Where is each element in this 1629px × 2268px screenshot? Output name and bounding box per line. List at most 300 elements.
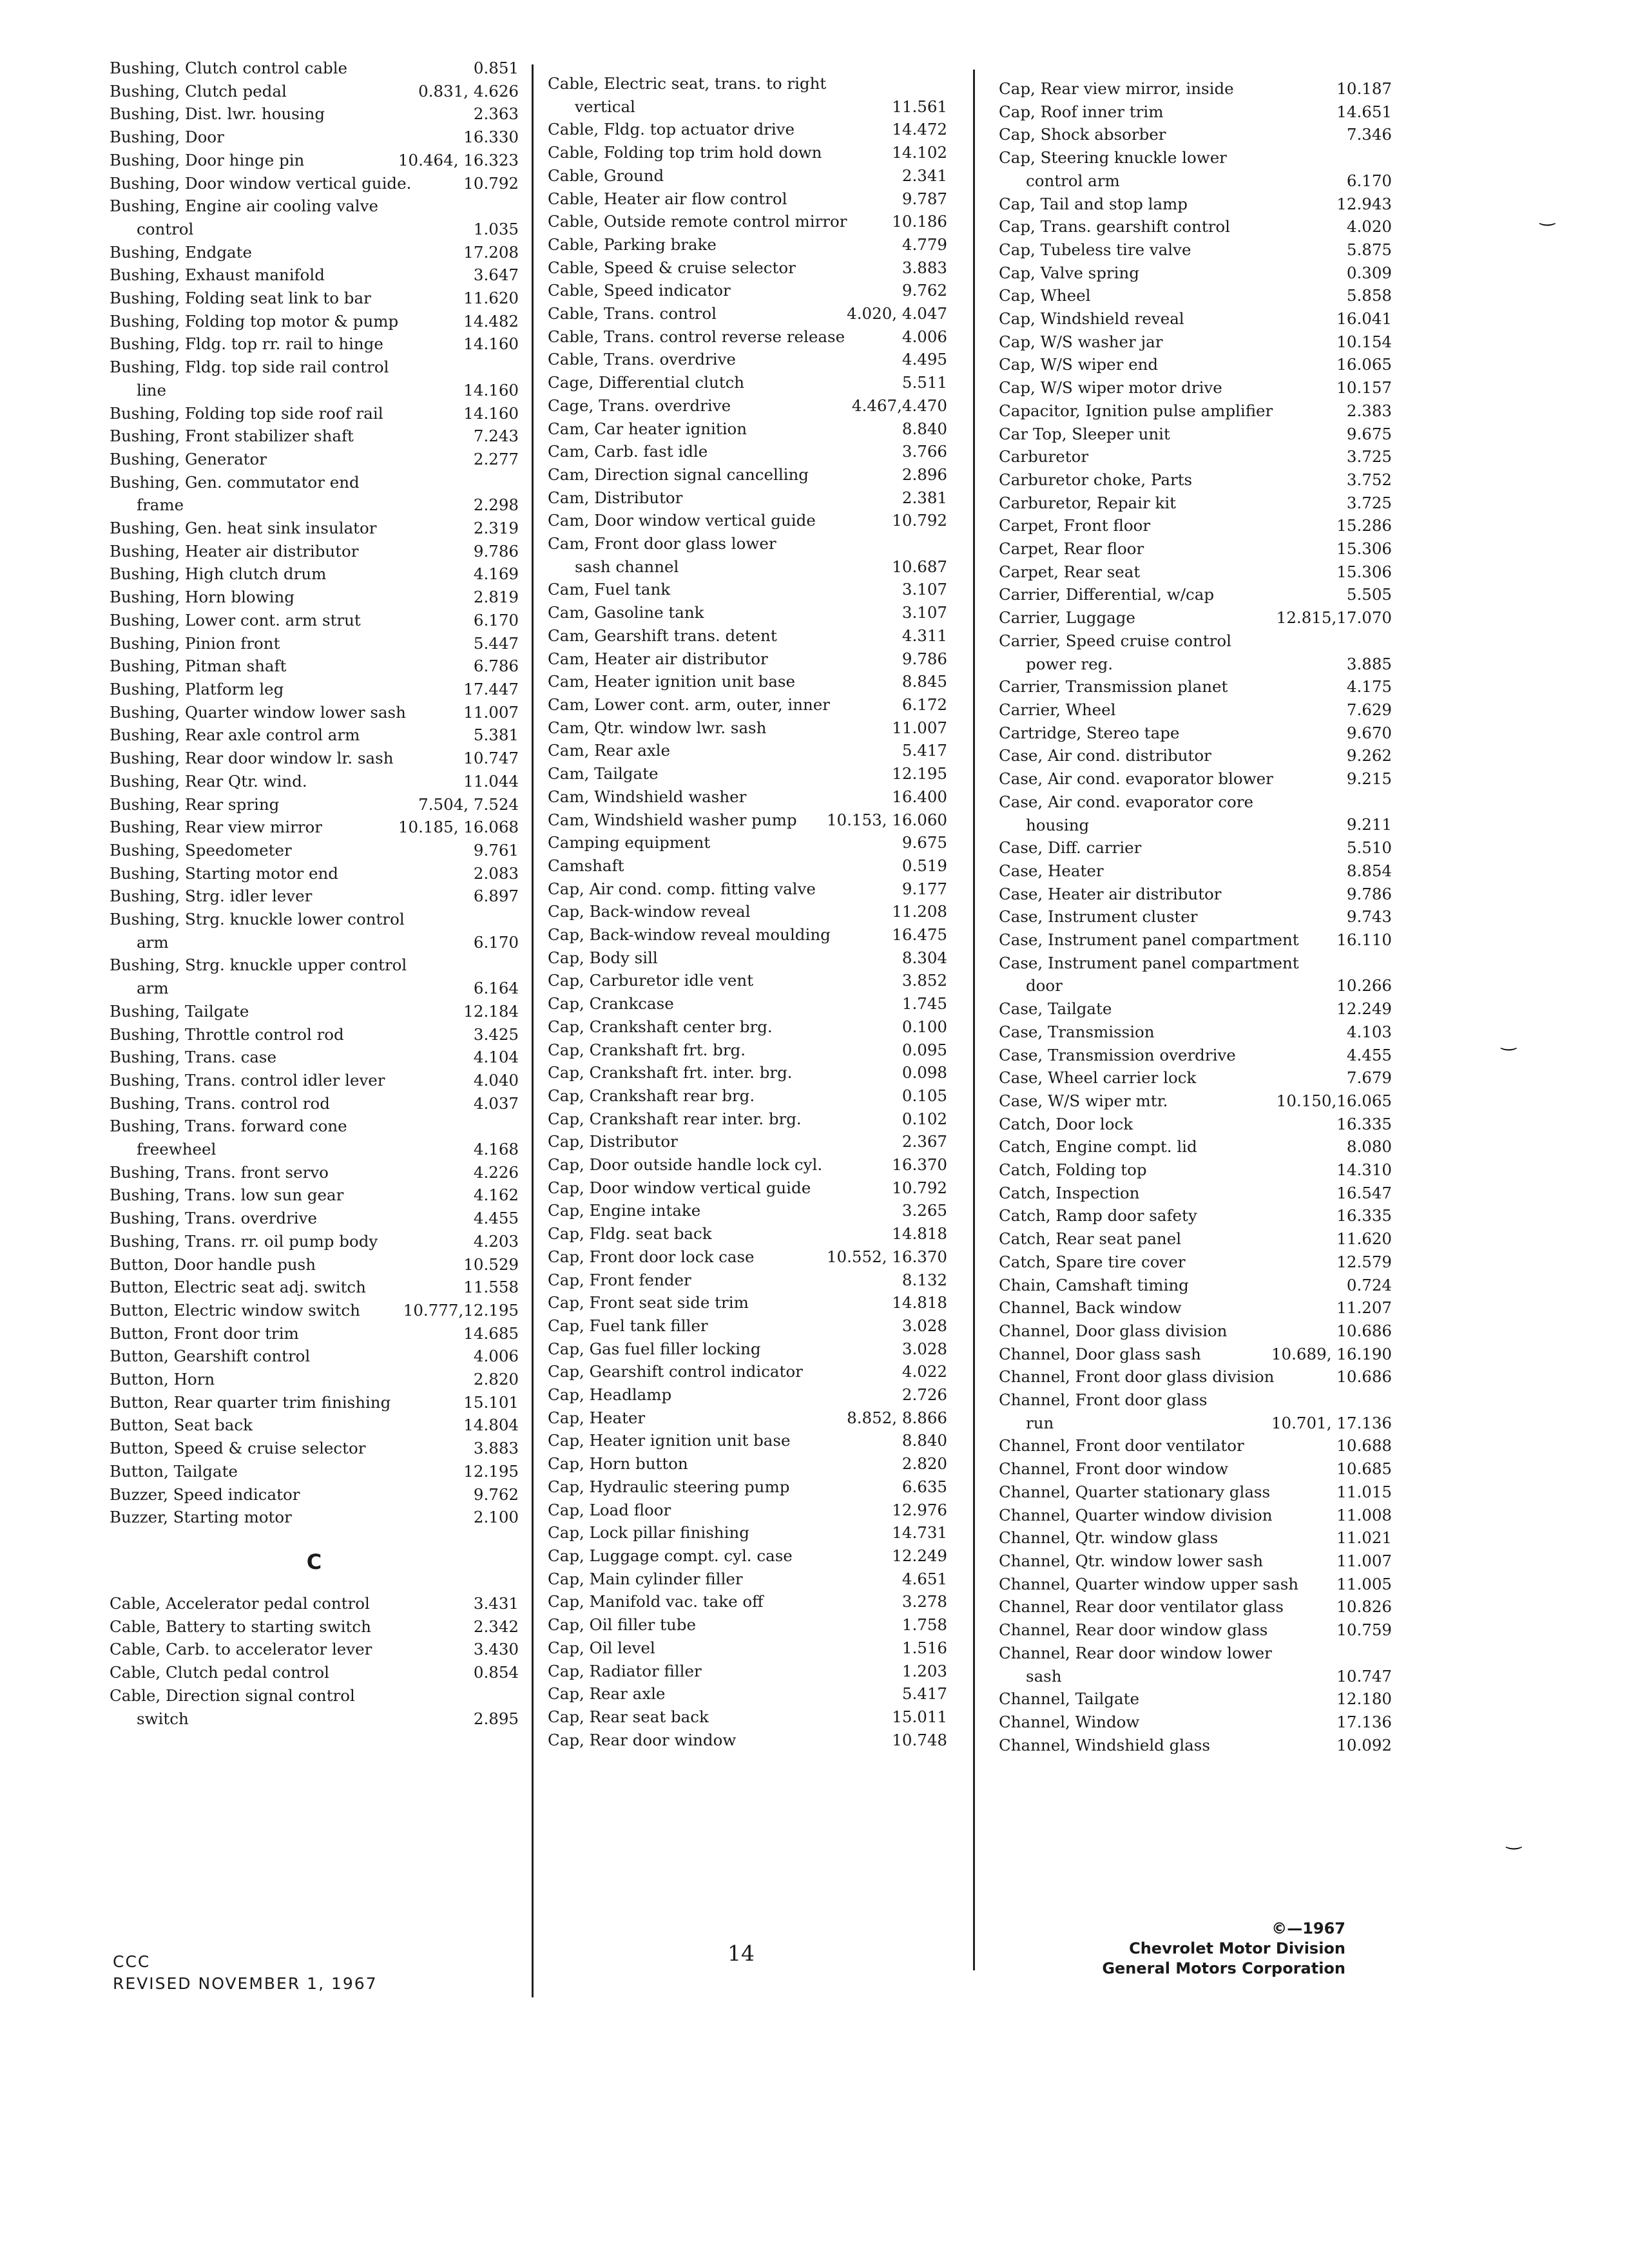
- entry-part-name: Button, Seat back: [110, 1416, 253, 1435]
- entry-part-name: Bushing, Heater air distributor: [110, 541, 359, 561]
- entry-group-number: 8.080: [1346, 1137, 1392, 1157]
- index-entry: [548, 348, 947, 371]
- entry-group-number: 17.208: [463, 242, 519, 262]
- entry-group-number: 12.976: [892, 1500, 947, 1519]
- entry-part-name: Cap, Back-window reveal moulding: [548, 925, 831, 945]
- entry-group-number: 3.430: [473, 1640, 519, 1659]
- publisher-division: Chevrolet Motor Division: [1129, 1939, 1345, 1957]
- index-entry: [999, 836, 1392, 860]
- entry-group-number: 5.875: [1346, 240, 1392, 259]
- entry-group-number: 16.335: [1336, 1206, 1392, 1225]
- index-entry: [548, 1499, 947, 1522]
- entry-group-number: 9.743: [1346, 907, 1392, 927]
- entry-group-number: 9.262: [1346, 746, 1392, 765]
- entry-part-name: Bushing, Gen. commutator end: [110, 472, 360, 492]
- index-entry: [548, 1153, 947, 1177]
- index-entry: [999, 722, 1392, 745]
- index-entry: [999, 561, 1392, 584]
- index-entry: [110, 356, 519, 401]
- index-entry: [548, 1568, 947, 1591]
- entry-group-number: 10.826: [1336, 1597, 1392, 1617]
- index-entry: [999, 1504, 1392, 1527]
- entry-part-name: Channel, Quarter window upper sash: [999, 1574, 1299, 1593]
- entry-part-name: Bushing, Front stabilizer shaft: [110, 427, 354, 446]
- index-entry: [110, 310, 519, 333]
- entry-part-name: Channel, Rear door window glass: [999, 1620, 1268, 1640]
- entry-part-name: Carrier, Transmission planet: [999, 677, 1228, 697]
- entry-list: [110, 1592, 519, 1730]
- entry-part-name: Bushing, Quarter window lower sash: [110, 702, 406, 722]
- entry-group-number: 6.164: [473, 979, 519, 998]
- entry-part-name: Bushing, Horn blowing: [110, 588, 294, 607]
- entry-part-name: Bushing, Folding top motor & pump: [110, 311, 399, 331]
- entry-group-number: 11.561: [892, 97, 947, 116]
- index-entry: [110, 172, 519, 195]
- index-entry: [110, 885, 519, 908]
- entry-group-number: 5.417: [901, 1684, 947, 1704]
- entry-group-number: 14.685: [463, 1323, 519, 1343]
- index-entry: [999, 1365, 1392, 1389]
- entry-group-number: 11.021: [1336, 1528, 1392, 1548]
- entry-part-name: Cap, Front fender: [548, 1270, 691, 1289]
- entry-part-name: Bushing, Door: [110, 128, 224, 147]
- entry-group-number: 12.579: [1336, 1252, 1392, 1271]
- index-entry: [548, 648, 947, 671]
- index-entry: [110, 102, 519, 126]
- index-entry: [999, 423, 1392, 446]
- index-entry: [548, 1314, 947, 1338]
- entry-part-name: Channel, Back window: [999, 1298, 1182, 1318]
- entry-group-number: 2.895: [473, 1709, 519, 1728]
- entry-part-name: Cap, Crankshaft frt. brg.: [548, 1040, 746, 1059]
- entry-group-number: 14.160: [463, 403, 519, 423]
- entry-group-number: 0.724: [1346, 1275, 1392, 1294]
- index-entry: [548, 1544, 947, 1568]
- index-entry: [548, 947, 947, 970]
- index-entry: [110, 1184, 519, 1207]
- entry-group-number: 10.529: [463, 1254, 519, 1274]
- entry-part-name: Bushing, Strg. knuckle lower control: [110, 910, 405, 929]
- entry-group-number: 2.298: [473, 495, 519, 515]
- entry-part-name: Case, Instrument panel compartment: [999, 930, 1299, 950]
- entry-group-number: 4.020: [1346, 217, 1392, 236]
- index-entry: [999, 284, 1392, 307]
- index-entry: [999, 77, 1392, 101]
- section-letter: C: [306, 1550, 322, 1574]
- index-entry: [110, 1253, 519, 1276]
- entry-part-name: Channel, Rear door ventilator glass: [999, 1597, 1284, 1617]
- entry-group-number: 8.852, 8.866: [847, 1408, 947, 1427]
- index-entry: [999, 215, 1392, 238]
- entry-part-name: Cap, Radiator filler: [548, 1661, 702, 1680]
- entry-part-name-continued: vertical: [575, 97, 635, 116]
- entry-part-name: Cap, Trans. gearshift control: [999, 217, 1230, 236]
- entry-part-name: Cap, Rear door window: [548, 1730, 737, 1749]
- entry-part-name: Bushing, Fldg. top side rail control: [110, 358, 389, 377]
- entry-group-number: 6.170: [473, 932, 519, 952]
- entry-part-name-continued: arm: [137, 979, 169, 998]
- footer-code: CCC: [113, 1952, 151, 1971]
- index-entry: [110, 1000, 519, 1023]
- entry-group-number: 15.101: [463, 1392, 519, 1412]
- entry-group-number: 12.815,17.070: [1276, 608, 1392, 628]
- entry-part-name-continued: sash: [1026, 1666, 1062, 1686]
- entry-part-name: Cam, Heater ignition unit base: [548, 672, 795, 691]
- index-entry: [110, 1483, 519, 1506]
- index-entry: [548, 1360, 947, 1383]
- entry-part-name: Channel, Door glass sash: [999, 1344, 1201, 1363]
- entry-group-number: 0.854: [473, 1663, 519, 1682]
- entry-part-name: Cam, Direction signal cancelling: [548, 465, 809, 484]
- entry-part-name-continued: freewheel: [137, 1140, 217, 1159]
- entry-group-number: 11.558: [463, 1278, 519, 1297]
- entry-part-name: Case, Heater air distributor: [999, 884, 1222, 903]
- entry-part-name-continued: arm: [137, 932, 169, 952]
- entry-group-number: 7.504, 7.524: [418, 794, 519, 814]
- index-entry: [110, 747, 519, 770]
- entry-part-name: Cable, Battery to starting switch: [110, 1617, 371, 1636]
- entry-part-name: Bushing, Fldg. top rr. rail to hinge: [110, 334, 383, 354]
- index-entry: [548, 578, 947, 601]
- footer-revised-date: REVISED NOVEMBER 1, 1967: [113, 1974, 378, 1993]
- entry-group-number: 5.510: [1346, 838, 1392, 858]
- margin-mark: ‿: [1540, 205, 1555, 226]
- entry-group-number: 1.203: [901, 1661, 947, 1680]
- entry-group-number: 6.170: [1346, 171, 1392, 190]
- index-entry: [999, 1389, 1392, 1434]
- entry-part-name: Bushing, Throttle control rod: [110, 1024, 344, 1044]
- entry-group-number: 4.040: [473, 1070, 519, 1090]
- entry-group-number: 3.766: [901, 442, 947, 461]
- entry-part-name: Bushing, Generator: [110, 449, 267, 468]
- index-entry: [548, 1061, 947, 1084]
- entry-group-number: 3.725: [1346, 447, 1392, 466]
- entry-part-name: Cable, Fldg. top actuator drive: [548, 120, 795, 139]
- entry-group-number: 14.731: [892, 1523, 947, 1542]
- index-entry: [548, 1245, 947, 1269]
- publisher-corporation: General Motors Corporation: [1102, 1959, 1345, 1977]
- entry-group-number: 0.519: [901, 856, 947, 875]
- index-entry: [548, 1269, 947, 1292]
- entry-group-number: 3.028: [901, 1316, 947, 1335]
- entry-group-number: 3.647: [473, 265, 519, 285]
- entry-group-number: 3.725: [1346, 493, 1392, 512]
- entry-part-name: Cap, Rear seat back: [548, 1707, 709, 1726]
- entry-part-name: Cam, Front door glass lower: [548, 534, 776, 553]
- entry-part-name: Case, Instrument cluster: [999, 907, 1198, 927]
- index-entry: [110, 1299, 519, 1322]
- index-entry: [548, 371, 947, 394]
- entry-part-name: Bushing, Folding top side roof rail: [110, 403, 383, 423]
- entry-group-number: 7.679: [1346, 1068, 1392, 1088]
- entry-group-number: 10.686: [1336, 1367, 1392, 1387]
- index-entry: [110, 1161, 519, 1184]
- entry-part-name: Case, Air cond. distributor: [999, 746, 1211, 765]
- index-entry: [999, 997, 1392, 1021]
- entry-group-number: 10.150,16.065: [1276, 1091, 1392, 1110]
- entry-part-name: Carpet, Front floor: [999, 516, 1151, 535]
- index-entry: [548, 463, 947, 486]
- index-entry: [110, 908, 519, 954]
- entry-group-number: 6.897: [473, 887, 519, 906]
- index-entry: [110, 1368, 519, 1391]
- entry-part-name: Cable, Trans. overdrive: [548, 350, 736, 369]
- footer-publisher: [1102, 1919, 1345, 1979]
- entry-part-name: Button, Tailgate: [110, 1461, 238, 1481]
- entry-part-name: Bushing, Trans. overdrive: [110, 1209, 317, 1228]
- entry-group-number: 10.688: [1336, 1436, 1392, 1456]
- entry-group-number: 11.008: [1336, 1505, 1392, 1524]
- index-entry: [110, 1092, 519, 1115]
- entry-part-name: Bushing, Door hinge pin: [110, 150, 305, 169]
- entry-group-number: 9.762: [901, 281, 947, 300]
- index-entry: [548, 854, 947, 878]
- entry-group-number: 14.160: [463, 380, 519, 399]
- entry-part-name: Camping equipment: [548, 833, 711, 852]
- entry-group-number: 2.820: [473, 1370, 519, 1389]
- index-entry: [548, 785, 947, 809]
- entry-group-number: 1.516: [901, 1638, 947, 1657]
- index-entry: [999, 1642, 1392, 1687]
- index-entry: [999, 583, 1392, 606]
- index-entry: [548, 233, 947, 256]
- entry-part-name: Button, Electric window switch: [110, 1300, 360, 1320]
- entry-group-number: 16.475: [892, 925, 947, 945]
- entry-part-name: Bushing, Speedometer: [110, 840, 292, 860]
- margin-mark: ‿: [1501, 1030, 1516, 1051]
- index-entry: [548, 1706, 947, 1729]
- entry-group-number: 12.943: [1336, 194, 1392, 213]
- index-column-2: [548, 72, 947, 1751]
- index-entry: [999, 698, 1392, 722]
- entry-group-number: 3.883: [901, 258, 947, 277]
- entry-part-name: Cage, Differential clutch: [548, 373, 745, 392]
- index-entry: [548, 831, 947, 854]
- entry-group-number: 4.175: [1346, 677, 1392, 697]
- index-entry: [999, 1158, 1392, 1182]
- entry-group-number: 4.168: [473, 1140, 519, 1159]
- index-entry: [999, 928, 1392, 952]
- index-entry: [999, 1595, 1392, 1619]
- entry-group-number: 12.184: [463, 1001, 519, 1021]
- entry-part-name: Case, Tailgate: [999, 999, 1112, 1019]
- entry-group-number: 4.169: [473, 564, 519, 584]
- index-entry: [548, 72, 947, 118]
- entry-part-name: Channel, Qtr. window lower sash: [999, 1552, 1263, 1570]
- entry-group-number: 10.685: [1336, 1459, 1392, 1479]
- index-entry: [548, 878, 947, 901]
- entry-part-name: Bushing, Pinion front: [110, 633, 280, 653]
- entry-part-name: Cap, Air cond. comp. fitting valve: [548, 879, 816, 898]
- index-entry: [110, 1661, 519, 1684]
- index-entry: [999, 1227, 1392, 1251]
- index-entry: [110, 332, 519, 356]
- index-entry: [999, 1204, 1392, 1227]
- index-entry: [999, 146, 1392, 192]
- index-entry: [548, 210, 947, 233]
- entry-part-name: Cable, Electric seat, trans. to right: [548, 74, 827, 93]
- entry-list: [548, 72, 947, 1751]
- entry-group-number: 3.752: [1346, 470, 1392, 489]
- entry-part-name: Button, Horn: [110, 1370, 215, 1389]
- entry-part-name: Bushing, Door window vertical guide.: [110, 173, 412, 193]
- entry-part-name-continued: switch: [137, 1709, 189, 1728]
- entry-group-number: 10.185, 16.068: [398, 818, 519, 837]
- entry-group-number: 2.341: [901, 166, 947, 185]
- index-entry: [110, 862, 519, 885]
- entry-group-number: 10.092: [1336, 1735, 1392, 1754]
- entry-group-number: 16.110: [1336, 930, 1392, 950]
- entry-part-name: Cable, Clutch pedal control: [110, 1663, 329, 1682]
- index-entry: [999, 1274, 1392, 1297]
- column-divider: [973, 70, 975, 1970]
- entry-group-number: 14.818: [892, 1293, 947, 1312]
- index-entry: [110, 655, 519, 678]
- index-entry: [110, 1276, 519, 1299]
- entry-part-name: Case, Heater: [999, 861, 1104, 880]
- entry-part-name: Cable, Parking brake: [548, 235, 717, 254]
- index-entry: [999, 1481, 1392, 1504]
- entry-part-name: Cap, Hydraulic steering pump: [548, 1477, 790, 1496]
- index-entry: [110, 1437, 519, 1460]
- entry-group-number: 0.309: [1346, 263, 1392, 282]
- entry-group-number: 10.687: [892, 557, 947, 576]
- entry-group-number: 16.330: [463, 128, 519, 147]
- entry-group-number: 14.310: [1336, 1160, 1392, 1180]
- entry-group-number: 17.447: [463, 679, 519, 698]
- entry-part-name: Cap, Rear view mirror, inside: [999, 79, 1234, 98]
- entry-group-number: 14.804: [463, 1416, 519, 1435]
- index-entry: [548, 716, 947, 740]
- entry-group-number: 11.207: [1336, 1298, 1392, 1318]
- entry-part-name: Cable, Ground: [548, 166, 664, 185]
- entry-group-number: 8.845: [901, 672, 947, 691]
- index-entry: [548, 1199, 947, 1222]
- entry-part-name: Button, Rear quarter trim finishing: [110, 1392, 391, 1412]
- index-entry: [548, 440, 947, 463]
- entry-part-name: Cap, Steering knuckle lower: [999, 148, 1227, 168]
- index-entry: [999, 1182, 1392, 1205]
- entry-group-number: 14.482: [463, 311, 519, 331]
- entry-group-number: 10.266: [1336, 976, 1392, 995]
- entry-group-number: 10.154: [1336, 332, 1392, 351]
- entry-group-number: 0.095: [901, 1040, 947, 1059]
- entry-part-name: Bushing, Rear Qtr. wind.: [110, 771, 307, 791]
- entry-group-number: 10.186: [892, 212, 947, 231]
- entry-part-name: Cap, W/S washer jar: [999, 332, 1163, 351]
- entry-group-number: 16.065: [1336, 355, 1392, 374]
- entry-group-number: 5.505: [1346, 585, 1392, 604]
- entry-part-name: Cam, Car heater ignition: [548, 419, 747, 438]
- entry-group-number: 2.319: [473, 519, 519, 538]
- entry-part-name: Button, Front door trim: [110, 1323, 299, 1343]
- index-entry: [999, 1021, 1392, 1044]
- entry-part-name: Catch, Door lock: [999, 1114, 1133, 1133]
- entry-group-number: 15.306: [1336, 562, 1392, 581]
- entry-part-name: Bushing, Lower cont. arm strut: [110, 610, 361, 629]
- entry-part-name: Bushing, Gen. heat sink insulator: [110, 519, 377, 538]
- index-entry: [548, 302, 947, 325]
- index-entry: [110, 954, 519, 999]
- index-entry: [110, 402, 519, 425]
- entry-group-number: 4.311: [901, 626, 947, 645]
- entry-part-name: Channel, Front door glass: [999, 1390, 1208, 1410]
- entry-part-name: Catch, Spare tire cover: [999, 1252, 1186, 1271]
- entry-part-name: Cam, Fuel tank: [548, 580, 671, 599]
- entry-part-name: Cap, Crankcase: [548, 994, 674, 1014]
- entry-part-name: Buzzer, Starting motor: [110, 1508, 292, 1527]
- entry-group-number: 4.020, 4.047: [847, 304, 947, 323]
- entry-group-number: 9.786: [473, 541, 519, 561]
- entry-part-name: Catch, Ramp door safety: [999, 1206, 1197, 1225]
- entry-part-name: Cap, Windshield reveal: [999, 309, 1184, 329]
- index-entry: [110, 793, 519, 816]
- index-entry: [548, 969, 947, 992]
- entry-group-number: 11.005: [1336, 1574, 1392, 1593]
- index-entry: [110, 1345, 519, 1368]
- index-entry: [548, 418, 947, 441]
- entry-part-name: Cam, Qtr. window lwr. sash: [548, 718, 767, 737]
- index-entry: [999, 1066, 1392, 1090]
- index-entry: [548, 762, 947, 785]
- entry-part-name: Cap, Gearshift control indicator: [548, 1362, 803, 1381]
- entry-part-name: Bushing, Trans. low sun gear: [110, 1186, 344, 1205]
- entry-group-number: 2.820: [901, 1454, 947, 1474]
- entry-group-number: 10.157: [1336, 378, 1392, 398]
- index-entry: [110, 724, 519, 747]
- index-entry: [999, 1135, 1392, 1158]
- entry-part-name: Case, W/S wiper mtr.: [999, 1091, 1168, 1110]
- index-entry: [110, 149, 519, 172]
- column-divider: [532, 64, 534, 1997]
- entry-part-name: Cage, Trans. overdrive: [548, 396, 731, 415]
- index-entry: [999, 1113, 1392, 1136]
- entry-part-name: Cam, Lower cont. arm, outer, inner: [548, 695, 831, 714]
- entry-part-name: Bushing, Trans. control idler lever: [110, 1070, 385, 1090]
- entry-part-name: Case, Diff. carrier: [999, 838, 1142, 858]
- index-entry: [110, 264, 519, 287]
- entry-part-name: Bushing, Exhaust manifold: [110, 265, 325, 285]
- entry-group-number: 3.028: [901, 1339, 947, 1358]
- index-entry: [999, 331, 1392, 354]
- entry-part-name: Cam, Heater air distributor: [548, 649, 768, 668]
- index-entry: [999, 1711, 1392, 1734]
- entry-group-number: 5.381: [473, 726, 519, 745]
- entry-part-name: Carrier, Speed cruise control: [999, 631, 1231, 650]
- index-entry: [999, 1550, 1392, 1573]
- index-entry: [548, 1291, 947, 1314]
- entry-part-name: Cap, Main cylinder filler: [548, 1569, 743, 1588]
- index-entry: [999, 860, 1392, 883]
- entry-part-name: Camshaft: [548, 856, 624, 875]
- entry-group-number: 11.007: [892, 718, 947, 737]
- entry-part-name: Cam, Rear axle: [548, 741, 670, 760]
- entry-group-number: 2.367: [901, 1132, 947, 1151]
- entry-part-name-continued: door: [1026, 976, 1063, 995]
- entry-part-name: Cable, Trans. control reverse release: [548, 327, 845, 346]
- entry-part-name: Catch, Rear seat panel: [999, 1229, 1182, 1249]
- entry-part-name: Channel, Window: [999, 1712, 1140, 1731]
- entry-part-name: Channel, Rear door window lower: [999, 1643, 1272, 1662]
- entry-part-name: Cap, Horn button: [548, 1454, 688, 1474]
- entry-part-name: Cam, Tailgate: [548, 764, 659, 783]
- entry-part-name: Bushing, High clutch drum: [110, 564, 327, 584]
- entry-part-name: Cable, Carb. to accelerator lever: [110, 1640, 372, 1659]
- entry-part-name: Cable, Direction signal control: [110, 1686, 355, 1705]
- index-entry: [999, 629, 1392, 675]
- entry-group-number: 8.840: [901, 1431, 947, 1450]
- entry-group-number: 3.278: [901, 1592, 947, 1611]
